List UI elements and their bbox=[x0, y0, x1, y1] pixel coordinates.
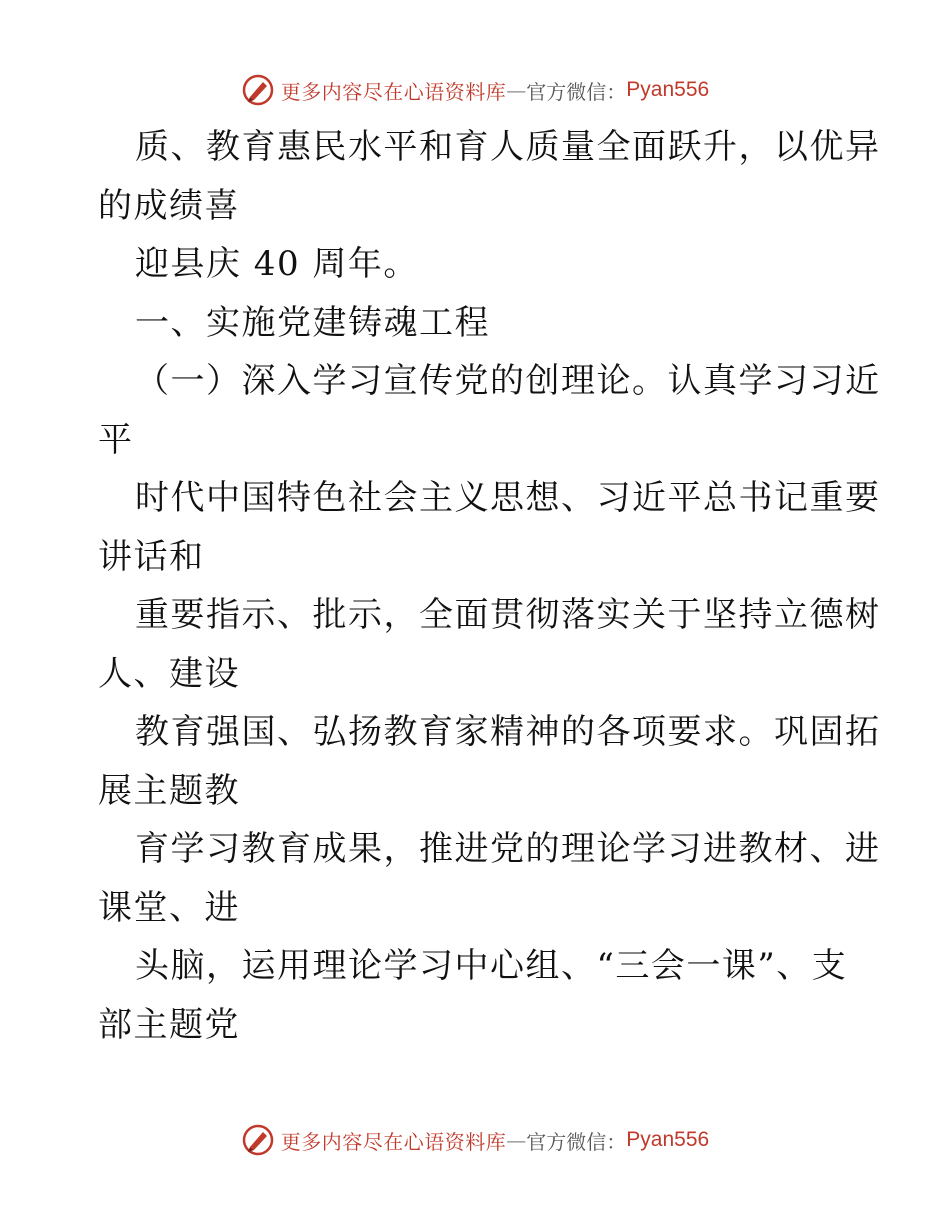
text-line: 部主题党 bbox=[98, 1004, 240, 1045]
text-line: 时代中国特色社会主义思想、习近平总书记重要 bbox=[135, 478, 881, 518]
pen-seal-icon bbox=[241, 73, 275, 107]
watermark-separator: — bbox=[506, 1128, 527, 1152]
text-line: 质、教育惠民水平和育人质量全面跃升，以优异 bbox=[135, 127, 881, 167]
text-line: 课堂、进 bbox=[98, 887, 240, 928]
footer-watermark bbox=[0, 1120, 950, 1160]
watermark-official-label: 官方微信： bbox=[526, 79, 627, 104]
watermark-text: 更多内容尽在心语资料库 bbox=[280, 1129, 507, 1154]
text-line: （一）深入学习宣传党的创理论。认真学习习近 bbox=[135, 361, 881, 401]
watermark-wechat-id: Pyan556 bbox=[626, 1128, 710, 1151]
text-line: 平 bbox=[98, 419, 134, 460]
text-line: 头脑，运用理论学习中心组、“三会一课”、支 bbox=[135, 946, 848, 986]
pen-seal-icon bbox=[241, 1123, 275, 1157]
text-line: 教育强国、弘扬教育家精神的各项要求。巩固拓 bbox=[135, 712, 881, 752]
watermark-official-label: 官方微信： bbox=[526, 1129, 627, 1154]
text-line: 重要指示、批示，全面贯彻落实关于坚持立德树 bbox=[135, 595, 881, 635]
text-line: 人、建设 bbox=[98, 653, 240, 694]
watermark-text: 更多内容尽在心语资料库 bbox=[280, 79, 507, 104]
text-line: 迎县庆 40 周年。 bbox=[135, 244, 419, 284]
text-line: 的成绩喜 bbox=[98, 185, 240, 226]
text-line: 育学习教育成果，推进党的理论学习进教材、进 bbox=[135, 829, 881, 869]
watermark-wechat-id: Pyan556 bbox=[626, 78, 710, 101]
watermark-separator: — bbox=[506, 78, 527, 102]
text-line: 展主题教 bbox=[98, 770, 240, 811]
section-heading: 一、实施党建铸魂工程 bbox=[135, 302, 490, 343]
text-line: 讲话和 bbox=[98, 536, 205, 577]
document-body bbox=[98, 118, 881, 1054]
header-watermark bbox=[0, 70, 950, 110]
